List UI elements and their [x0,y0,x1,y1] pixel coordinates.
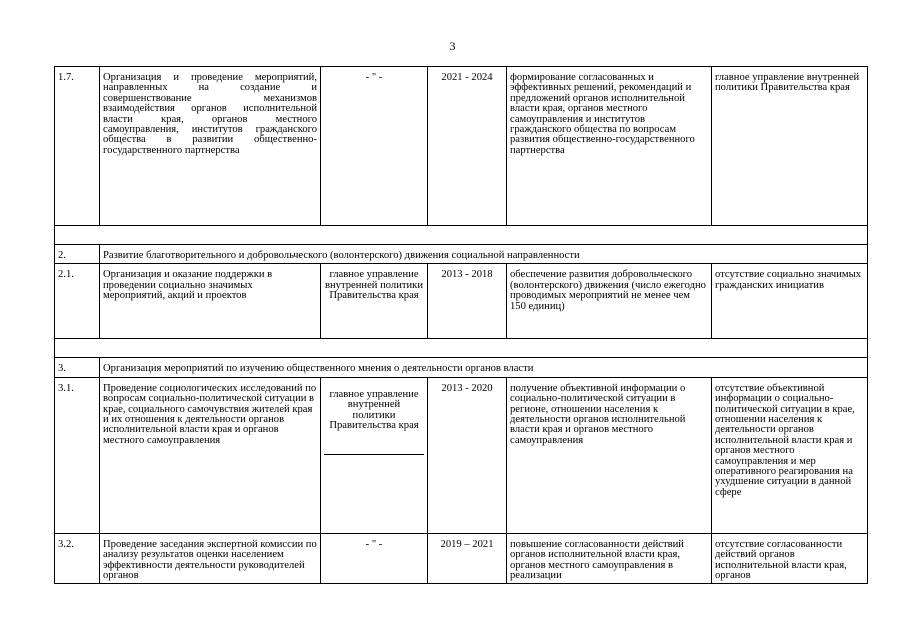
measure-name: Организация и проведение мероприятий, направленных на создание и совершенствование механизмов взаимодействия органов исполнительной власти края, органов местного самоуправления, институтов гражданского общества в развитии общественно-государственного партнерства [100,67,321,226]
table-row [55,533,868,584]
expected-result: обеспечение развития добровольческого (волонтерского) движения (число ежегодно проводимых мероприятий не менее чем 150 единиц) [507,264,712,339]
table-row [55,264,868,339]
executor [321,377,428,533]
expected-result: повышение согласованности действий органов исполнительной власти края, органов местного самоуправления в реализации [507,533,712,584]
spacer-row [55,226,868,245]
section-title: Развитие благотворительного и добровольческого (волонтерского) движения социальной направленности [100,245,868,264]
section-title: Организация мероприятий по изучению общественного мнения о деятельности органов власти [100,358,868,377]
spacer-row [55,339,868,358]
empty-subcell [324,455,424,531]
executor: главное управление внутренней политики Правительства края [321,264,428,339]
measure-name: Организация и оказание поддержки в проведении социально значимых мероприятий, акций и проектов [100,264,321,339]
section-number: 2. [55,245,100,264]
consequence: отсутствие согласованности действий органов исполнительной власти края, органов [712,533,868,584]
consequence: отсутствие социально значимых гражданских инициатив [712,264,868,339]
expected-result: получение объективной информации о социально-политической ситуации в регионе, отношении населения к деятельности органов исполнительной власти края и органов местного самоуправления [507,377,712,533]
responsible: главное управление внутренней политики Правительства края [712,67,868,226]
program-measures-table [54,66,868,584]
spacer-cell [55,226,868,245]
measure-name: Проведение заседания экспертной комиссии по анализу результатов оценки населением эффективности деятельности руководителей органов [100,533,321,584]
row-number: 1.7. [55,67,100,226]
section-number: 3. [55,358,100,377]
table-row [55,67,868,226]
period: 2019 – 2021 [428,533,507,584]
executor: - " - [321,67,428,226]
executor-text: главное управление внутренней политики Правительства края [324,384,424,455]
section-row [55,358,868,377]
section-row [55,245,868,264]
row-number: 3.2. [55,533,100,584]
consequence: отсутствие объективной информации о социально-политической ситуации в крае, отношении населения к деятельности органов исполнительной власти края и органов местного самоуправления и мер оперативного реагирования на ухудшение ситуации в данной сфере [712,377,868,533]
period: 2013 - 2020 [428,377,507,533]
table-row [55,377,868,533]
measure-name: Проведение социологических исследований по вопросам социально-политической ситуации в крае, социального самочувствия жителей края и их отношения к деятельности органов исполнительной власти края и органов местного самоуправления [100,377,321,533]
period: 2013 - 2018 [428,264,507,339]
page-number: 3 [449,39,456,53]
expected-result: формирование согласованных и эффективных решений, рекомендаций и предложений органов исполнительной власти края, органов местного самоуправления и институтов гражданского общества по вопросам развития общественно-государственного партнерства [507,67,712,226]
row-number: 3.1. [55,377,100,533]
spacer-cell [55,339,868,358]
executor: - " - [321,533,428,584]
period: 2021 - 2024 [428,67,507,226]
row-number: 2.1. [55,264,100,339]
